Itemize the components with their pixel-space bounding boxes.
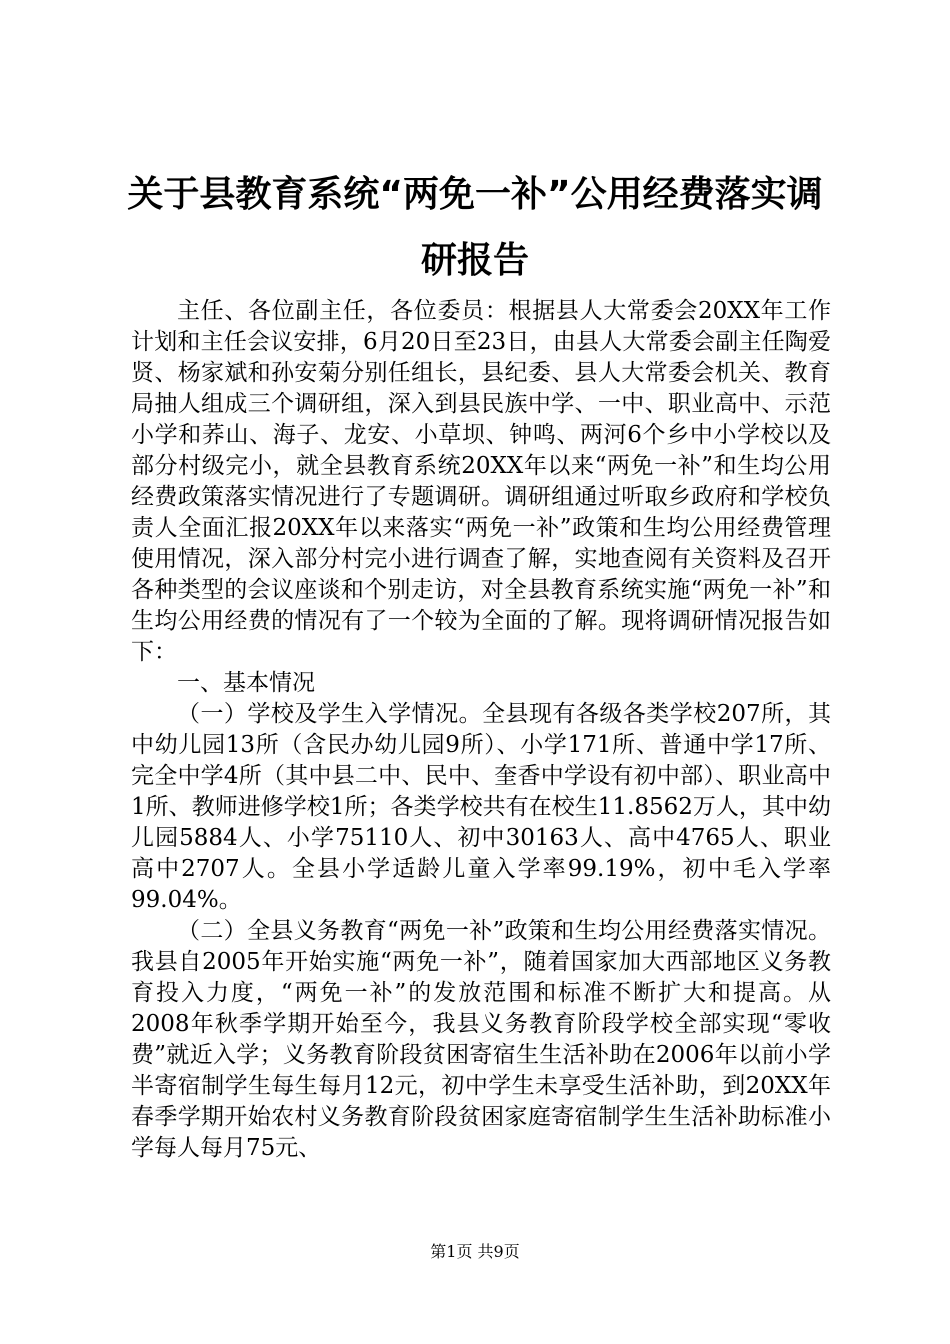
page-footer: 第1页 共9页 (430, 1242, 520, 1261)
section-heading-basic-situation: 一、基本情况 (177, 670, 315, 696)
paragraph-policy-implementation: （二）全县义务教育“两免一补”政策和生均公用经费落实情况。我县自2005年开始实施“两免一补”，随着国家加大西部地区义务教育投入力度，“两免一补”的发放范围和标准不断扩大和提高。从2008年秋季学期开始至今，我县义务教育阶段学校全部实现“零收费”就近入学；义务教育阶段贫困寄宿生生活补助在2006年以前小学半寄宿制学生每生每月12元，初中学生未享受生活补助，到20XX年春季学期开始农村义务教育阶段贫困家庭寄宿制学生生活补助标准小学每人每月75元、 (131, 918, 831, 1161)
paragraph-intro: 主任、各位副主任，各位委员：根据县人大常委会20XX年工作计划和主任会议安排，6月20日至23日，由县人大常委会副主任陶爱贤、杨家斌和孙安菊分别任组长，县纪委、县人大常委会机关、教育局抽人组成三个调研组，深入到县民族中学、一中、职业高中、示范小学和荞山、海子、龙安、小草坝、钟鸣、两河6个乡中小学校以及部分村级完小，就全县教育系统20XX年以来“两免一补”和生均公用经费政策落实情况进行了专题调研。调研组通过听取乡政府和学校负责人全面汇报20XX年以来落实“两免一补”政策和生均公用经费管理使用情况，深入部分村完小进行调查了解，实地查阅有关资料及召开各种类型的会议座谈和个别走访，对全县教育系统实施“两免一补”和生均公用经费的情况有了一个较为全面的了解。现将调研情况报告如下： (131, 298, 831, 665)
document-title: 关于县教育系统“两免一补”公用经费落实调研报告 (127, 174, 823, 281)
document-body (131, 296, 831, 1164)
paragraph-schools-enrollment: （一）学校及学生入学情况。全县现有各级各类学校207所，其中幼儿园13所（含民办幼儿园9所）、小学171所、普通中学17所、完全中学4所（其中县二中、民中、奎香中学设有初中部）、职业高中1所、教师进修学校1所；各类学校共有在校生11.8562万人，其中幼儿园5884人、小学75110人、初中30163人、高中4765人、职业高中2707人。全县小学适龄儿童入学率99.19%，初中毛入学率99.04%。 (131, 701, 831, 913)
